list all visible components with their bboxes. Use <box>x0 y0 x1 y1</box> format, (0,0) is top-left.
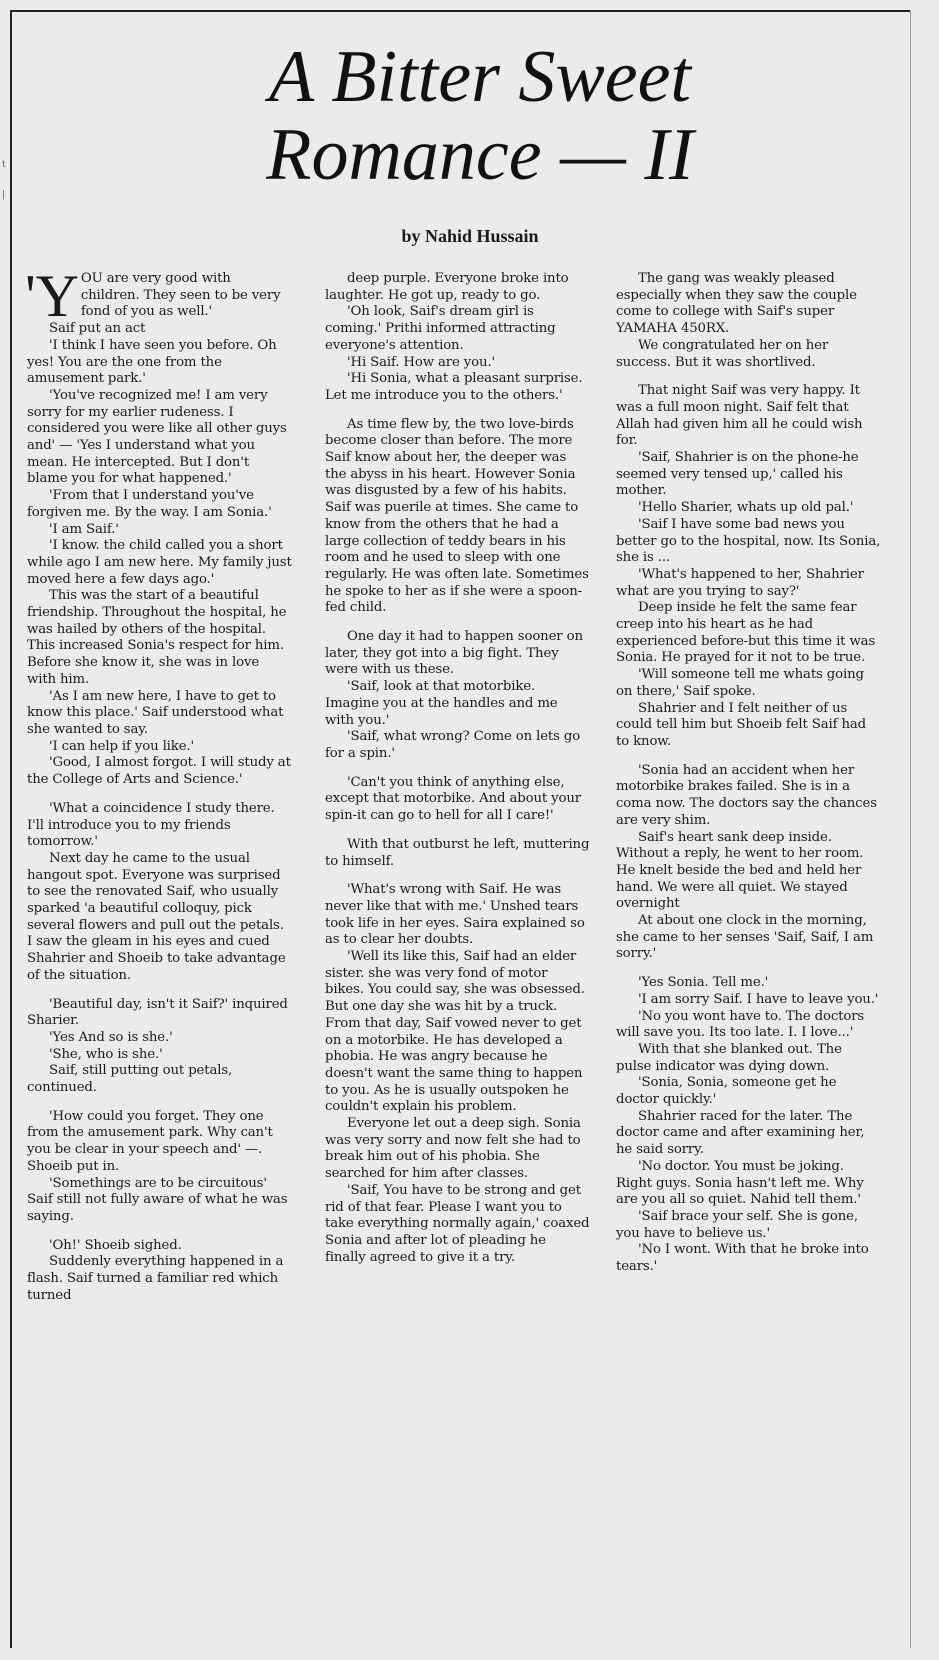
paragraph: Suddenly everything happened in a flash. Saif turned a familiar red which turned <box>27 1254 284 1303</box>
paragraph: At about one clock in the morning, she came to her senses 'Saif, Saif, I am sorry.' <box>616 913 874 962</box>
paragraph: 'Sonia had an accident when her motorbike brakes failed. She is in a coma now. The doctors say the chances are very shim. <box>616 762 877 828</box>
paragraph: Everyone let out a deep sigh. Sonia was very sorry and now felt she had to break him out of his phobia. She searched for him after classes. <box>325 1116 581 1182</box>
paragraph: 'How could you forget. They one from the amusement park. Why can't you be clear in your speech and' —. Shoeib put in. <box>27 1108 273 1174</box>
left-rule <box>10 10 12 1648</box>
headline <box>150 38 810 194</box>
paragraph: 'Oh look, Saif's dream girl is coming.' Prithi informed attracting everyone's attention. <box>325 304 556 353</box>
paragraph: 'Good, I almost forgot. I will study at the College of Arts and Science.' <box>27 755 291 788</box>
paragraph: Deep inside he felt the same fear creep into his heart as he had experienced before-but this time it was Sonia. He prayed for it not to be true. <box>616 600 876 666</box>
paragraph: As time flew by, the two love-birds become closer than before. The more Saif know about her, the deeper was the abyss in his heart. However Sonia was disgusted by a few of his habits. Saif was puerile at times. She came to know from the others that he had a large collection of teddy bears in his room and he used to sleep with one regularly. He was often late. Sometimes he spoke to her as if she were a spoon-fed child. <box>325 416 589 616</box>
right-rule <box>910 10 911 1648</box>
paragraph: deep purple. Everyone broke into laughter. He got up, ready to go. <box>325 271 569 303</box>
paragraph: Shahrier raced for the later. The doctor came and after examining her, he said sorry. <box>616 1108 865 1158</box>
paragraph: 'I think I have seen you before. Oh yes! You are the one from the amusement park.' <box>27 337 277 387</box>
paragraph: 'As I am new here, I have to get to know this place.' Saif understood what she wanted to say. <box>27 688 284 737</box>
paragraph: 'Well its like this, Saif had an elder sister. she was very fond of motor bikes. You could say, she was obsessed. But one day she was hit by a truck. From that day, Saif vowed never to get on a motorbike. He has developed a phobia. He was angry because he doesn't want the same thing to happen to you. As he is usually outspoken he couldn't explain his problem. <box>325 949 585 1115</box>
paragraph-text: OU are very good with children. They seen to be very fond of you as well.' <box>80 271 281 320</box>
paragraph: That night Saif was very happy. It was a full moon night. Saif felt that Allah had given him all he could wish for. <box>616 383 863 449</box>
paragraph: 'From that I understand you've forgiven me. By the way. I am Sonia.' <box>27 488 272 520</box>
paragraph: Saif, still putting out petals, continued. <box>27 1063 233 1096</box>
paragraph: 'What a coincidence I study there. I'll introduce you to my friends tomorrow.' <box>27 800 275 850</box>
paragraph: 'Sonia, Sonia, someone get he doctor quickly.' <box>616 1075 837 1108</box>
margin-mark: | <box>2 190 6 200</box>
paragraph: 'Yes Sonia. Tell me.' <box>638 975 769 991</box>
paragraph: 'Hello Sharier, whats up old pal.' <box>638 500 854 516</box>
paragraph: 'No doctor. You must be joking. Right guys. Sonia hasn't left me. Why are you all so quiet. Nahid tell them.' <box>616 1158 864 1208</box>
paragraph: 'I am Saif.' <box>49 521 119 537</box>
column-2 <box>325 271 590 1266</box>
paragraph: With that outburst he left, muttering to himself. <box>325 836 590 869</box>
paragraph: 'Saif I have some bad news you better go to the hospital, now. Its Sonia, she is ... <box>616 516 881 566</box>
paragraph: Saif's heart sank deep inside. Without a reply, he went to her room. He knelt beside the bed and held her hand. We were all quiet. We stayed overnight <box>616 829 864 912</box>
paragraph: 'You've recognized me! I am very sorry for my earlier rudeness. I considered you were like all other guys and' — 'Yes I understand what you mean. He intercepted. But I don't blame you for what happened.' <box>27 387 287 487</box>
paragraph: 'Saif, look at that motorbike. Imagine you at the handles and me with you.' <box>325 679 558 728</box>
column-3 <box>616 271 881 1276</box>
top-rule <box>10 10 911 12</box>
paragraph: Saif put an act <box>49 321 146 337</box>
paragraph: 'Hi Sonia, what a pleasant surprise. Let me introduce you to the others.' <box>325 371 583 403</box>
headline-line-2: Romance — II <box>266 114 694 196</box>
byline: by Nahid Hussain <box>401 226 539 246</box>
paragraph: 'No I wont. With that he broke into tears.' <box>616 1242 869 1275</box>
paragraph: 'No you wont have to. The doctors will save you. Its too late. I. I love...' <box>616 1008 865 1041</box>
paragraph: 'I know. the child called you a short while ago I am new here. My family just moved here a few days ago.' <box>27 538 292 587</box>
paragraph: 'Beautiful day, isn't it Saif?' inquired Sharier. <box>27 996 288 1029</box>
paragraph: 'What's wrong with Saif. He was never like that with me.' Unshed tears took life in her eyes. Saira explained so as to clear her doubts. <box>325 882 585 948</box>
paragraph: 'Somethings are to be circuitous' Saif still not fully aware of what he was saying. <box>27 1175 288 1224</box>
paragraph: Shahrier and I felt neither of us could tell him but Shoeib felt Saif had to know. <box>616 700 866 749</box>
paragraph: One day it had to happen sooner on later, they got into a big fight. They were with us these. <box>325 629 583 678</box>
paragraph: 'Saif brace your self. She is gone, you have to believe us.' <box>616 1208 858 1241</box>
column-1 <box>25 263 292 1304</box>
paragraph: We congratulated her on her success. But it was shortlived. <box>616 337 829 370</box>
paragraph: 'Saif, Shahrier is on the phone-he seemed very tensed up,' called his mother. <box>616 450 859 499</box>
paragraph: 'Hi Saif. How are you.' <box>347 354 496 370</box>
paragraph: 'Oh!' Shoeib sighed. <box>49 1237 182 1253</box>
margin-mark: t <box>2 160 6 170</box>
paragraph: 'Can't you think of anything else, except that motorbike. And about your spin-it can go to hell for all I care!' <box>325 774 582 824</box>
paragraph: This was the start of a beautiful friendship. Throughout the hospital, he was hailed by others of the hospital. This increased Sonia's respect for him. Before she know it, she was in love with him. <box>27 588 287 687</box>
paragraph: 'Yes And so is she.' <box>49 1029 173 1045</box>
drop-cap: 'Y <box>25 263 79 329</box>
paragraph: 'Will someone tell me whats going on there,' Saif spoke. <box>616 667 864 699</box>
paragraph: With that she blanked out. The pulse indicator was dying down. <box>616 1041 842 1074</box>
paragraph: 'Saif, what wrong? Come on lets go for a spin.' <box>325 729 581 761</box>
paragraph: 'Saif, You have to be strong and get rid of that fear. Please I want you to take everything normally again,' coaxed Sonia and after lot of pleading he finally agreed to give it a try. <box>325 1182 590 1265</box>
paragraph: 'I can help if you like.' <box>49 738 194 754</box>
paragraph: 'I am sorry Saif. I have to leave you.' <box>638 991 879 1007</box>
headline-line-1: A Bitter Sweet <box>269 36 691 118</box>
paragraph: The gang was weakly pleased especially when they saw the couple come to college with Saif's super YAMAHA 450RX. <box>616 271 857 337</box>
paragraph: Next day he came to the usual hangout spot. Everyone was surprised to see the renovated Saif, who usually sparked 'a beautiful colloquy, pick several flowers and pull out the petals. I saw the gleam in his eyes and cued Shahrier and Shoeib to take advantage of the situation. <box>27 850 286 983</box>
paragraph: 'She, who is she.' <box>49 1046 163 1062</box>
paragraph: 'What's happened to her, Shahrier what are you trying to say?' <box>616 566 864 599</box>
